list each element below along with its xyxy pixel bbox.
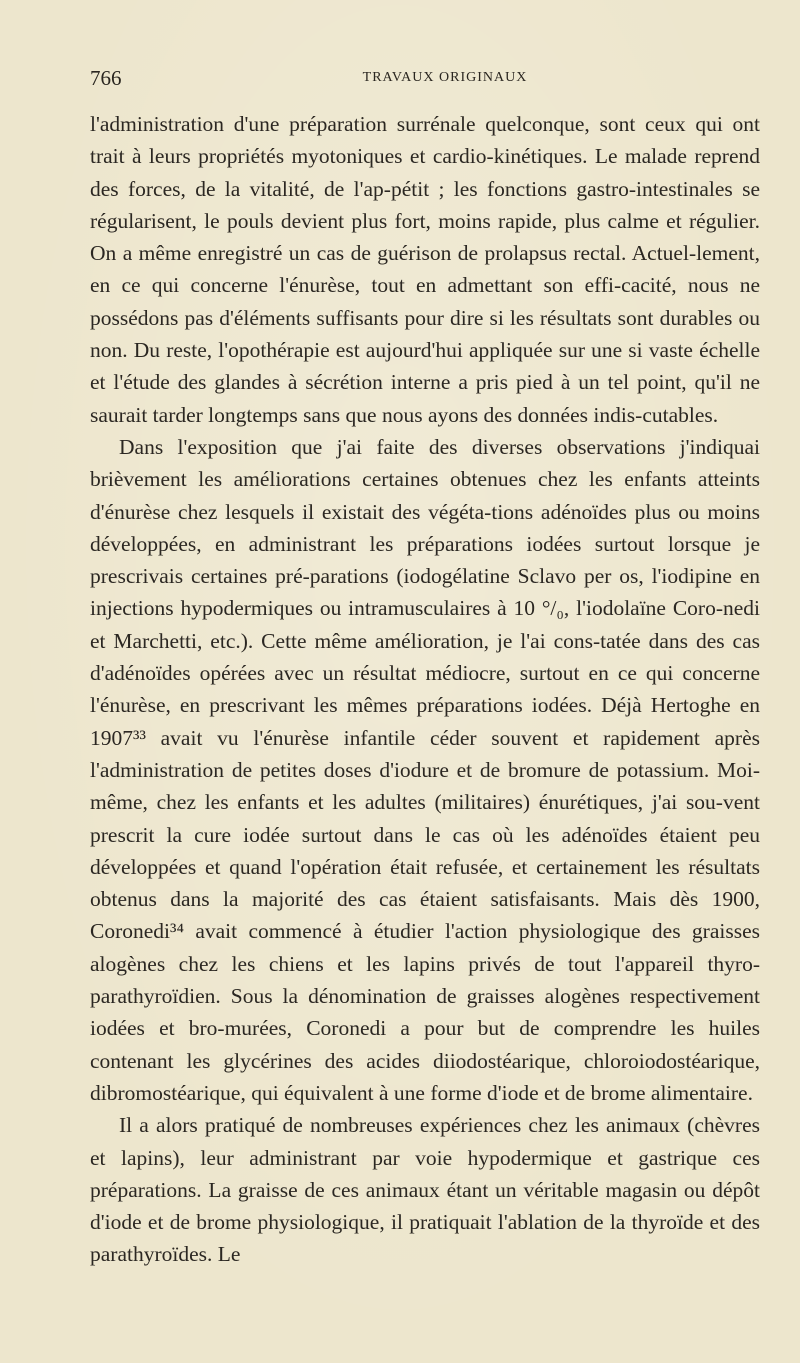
page-header [90,66,760,94]
paragraph-1: l'administration d'une préparation surrénale quelconque, sont ceux qui ont trait à leurs propriétés myotoniques et cardio-kinétiques. Le malade reprend des forces, de la vitalité, de l'ap-pétit ; les fonctions gastro-intestinales se régularisent, le pouls devient plus fort, moins rapide, plus calme et régulier. On a même enregistré un cas de guérison de prolapsus rectal. Actuel-lement, en ce qui concerne l'énurèse, tout en admettant son effi-cacité, nous ne possédons pas d'éléments suffisants pour dire si les résultats sont durables ou non. Du reste, l'opothérapie est aujourd'hui appliquée sur une si vaste échelle et l'étude des glandes à sécrétion interne a pris pied à un tel point, qu'il ne saurait tarder longtemps sans que nous ayons des données indis-cutables. [90,112,760,427]
paragraph-2: Dans l'exposition que j'ai faite des diverses observations j'indiquai brièvement les améliorations certaines obtenues chez les enfants atteints d'énurèse chez lesquels il existait des végéta-tions adénoïdes plus ou moins développées, en administrant les préparations iodées surtout lorsque je prescrivais certaines pré-parations (iodogélatine Sclavo per os, l'iodipine en injections hypodermiques ou intramusculaires à 10 °/₀, l'iodolaïne Coro-nedi et Marchetti, etc.). Cette même amélioration, je l'ai cons-tatée dans des cas d'adénoïdes opérées avec un résultat médiocre, surtout en ce qui concerne l'énurèse, en prescrivant les mêmes préparations iodées. Déjà Hertoghe en 1907³³ avait vu l'énurèse infantile céder souvent et rapidement après l'administration de petites doses d'iodure et de bromure de potassium. Moi-même, chez les enfants et les adultes (militaires) énurétiques, j'ai sou-vent prescrit la cure iodée surtout dans le cas où les adénoïdes étaient peu développées et quand l'opération était refusée, et certainement les résultats obtenus dans la majorité des cas étaient satisfaisants. Mais dès 1900, Coronedi³⁴ avait commencé à étudier l'action physiologique des graisses alogènes chez les chiens et les lapins privés de tout l'appareil thyro-parathyroïdien. Sous la dénomination de graisses alogènes respectivement iodées et bro-murées, Coronedi a pour but de comprendre les huiles contenant les glycérines des acides diiodostéarique, chloroiodostéarique, dibromostéarique, qui équivalent à une forme d'iode et de brome alimentaire. [90,434,760,1105]
paragraph-3: Il a alors pratiqué de nombreuses expériences chez les animaux (chèvres et lapins), leur administrant par voie hypodermique et gastrique ces préparations. La graisse de ces animaux étant un véritable magasin ou dépôt d'iode et de brome physiologique, il pratiquait l'ablation de la thyroïde et des parathyroïdes. Le [90,1113,760,1267]
running-title: TRAVAUX ORIGINAUX [362,70,528,85]
body-text [90,108,760,1271]
page-number: 766 [90,66,122,90]
